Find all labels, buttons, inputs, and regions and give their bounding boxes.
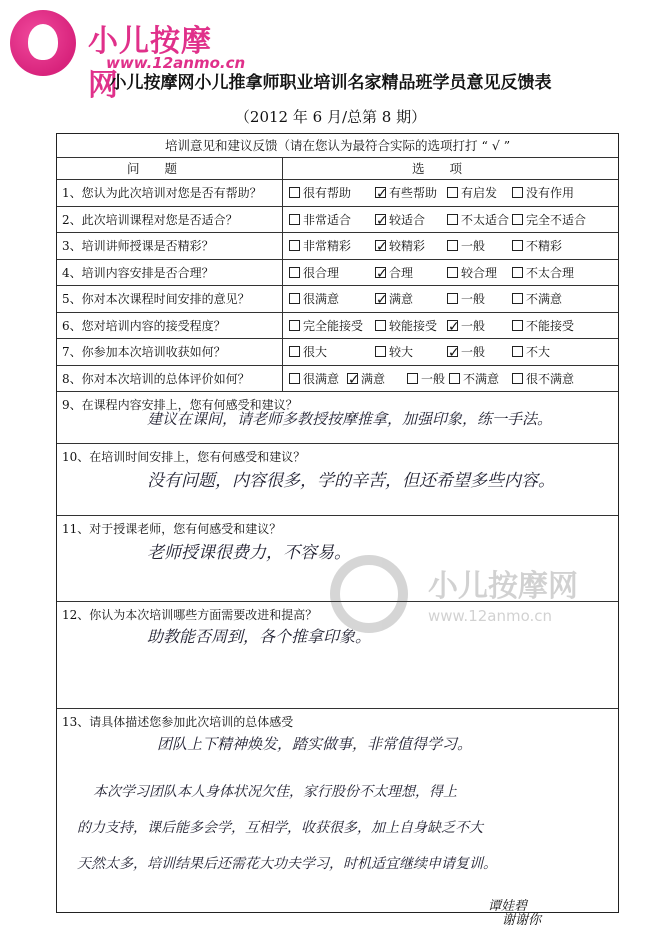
option-choice[interactable]	[375, 180, 437, 206]
option-label: 有启发	[461, 186, 498, 200]
signature-line-1: 谭娃碧	[488, 899, 528, 914]
option-label: 不精彩	[526, 239, 563, 253]
option-label: 完全不适合	[526, 212, 587, 227]
question-row	[57, 233, 618, 260]
checkbox-icon[interactable]	[512, 267, 523, 278]
question-text: 1、您认为此次培训对您是否有帮助？	[62, 186, 262, 200]
option-label: 较适合	[389, 212, 426, 227]
checkbox-icon[interactable]	[447, 240, 458, 251]
logo-url: www.12anmo.cn	[106, 54, 246, 72]
option-label: 很不满意	[526, 371, 575, 386]
option-choice[interactable]	[512, 366, 574, 392]
checkbox-icon[interactable]	[512, 346, 523, 357]
option-choice[interactable]	[375, 286, 413, 312]
question-text: 4、培训内容安排是否合理？	[62, 265, 214, 280]
question-text: 6、您对培训内容的接受程度？	[62, 318, 226, 333]
option-label: 不大	[526, 345, 551, 359]
checked-checkbox-icon[interactable]	[447, 320, 458, 331]
checked-checkbox-icon[interactable]	[375, 214, 386, 225]
option-choice[interactable]	[289, 180, 351, 206]
option-label: 一般	[461, 345, 486, 359]
option-choice[interactable]	[512, 286, 562, 312]
option-choice[interactable]	[449, 366, 499, 392]
option-choice[interactable]	[447, 313, 485, 339]
watermark-ring-icon	[330, 555, 408, 633]
option-label: 非常适合	[303, 212, 352, 227]
question-row	[57, 180, 618, 207]
option-label: 不能接受	[526, 318, 575, 333]
option-label: 很有帮助	[303, 186, 352, 200]
checkbox-icon[interactable]	[289, 214, 300, 225]
form-column-headers	[57, 158, 618, 180]
handwritten-answer: 没有问题，内容很多，学的辛苦，但还希望多些内容。	[147, 471, 555, 491]
option-label: 一般	[461, 239, 486, 253]
checkbox-icon[interactable]	[512, 373, 523, 384]
question-text: 8、你对本次培训的总体评价如何？	[62, 371, 250, 386]
checkbox-icon[interactable]	[289, 293, 300, 304]
option-label: 满意	[389, 292, 414, 306]
open-question-row	[57, 392, 618, 444]
question-row	[57, 260, 618, 287]
option-label: 较合理	[461, 265, 498, 280]
watermark-url: www.12anmo.cn	[428, 607, 553, 625]
option-choice[interactable]	[512, 313, 574, 339]
checkbox-icon[interactable]	[375, 320, 386, 331]
option-choice[interactable]	[375, 260, 413, 286]
open-question-text: 11、对于授课老师，您有何感受和建议？	[62, 522, 282, 536]
checked-checkbox-icon[interactable]	[375, 240, 386, 251]
handwritten-answer-line: 天然太多，培训结果后还需花大功夫学习，时机适宜继续申请复训。	[77, 856, 497, 872]
handwritten-answer: 老师授课很费力，不容易。	[147, 543, 351, 563]
option-label: 很满意	[303, 371, 340, 386]
option-label: 没有作用	[526, 186, 575, 200]
option-label: 一般	[461, 318, 486, 333]
checkbox-icon[interactable]	[447, 214, 458, 225]
option-label: 不太适合	[461, 212, 510, 227]
checkbox-icon[interactable]	[289, 373, 300, 384]
option-choice[interactable]	[512, 233, 562, 259]
option-choice[interactable]	[289, 339, 327, 365]
open-question-text: 13、请具体描述您参加此次培训的总体感受	[62, 715, 294, 729]
option-label: 完全能接受	[303, 318, 364, 333]
option-label: 不太合理	[526, 265, 575, 280]
option-choice[interactable]	[347, 366, 385, 392]
signature-line-2: 谢谢你	[502, 913, 542, 928]
form-instruction: 培训意见和建议反馈（请在您认为最符合实际的选项打打 “ √ ”	[57, 134, 618, 158]
checkbox-icon[interactable]	[447, 267, 458, 278]
option-label: 有些帮助	[389, 186, 438, 200]
option-choice[interactable]	[447, 286, 485, 312]
option-choice[interactable]	[289, 207, 351, 233]
checkbox-icon[interactable]	[449, 373, 460, 384]
question-row	[57, 286, 618, 313]
signature	[488, 900, 541, 928]
watermark-brand: 小儿按摩网	[428, 569, 578, 604]
open-question-row	[57, 709, 618, 914]
option-label: 较大	[389, 345, 414, 359]
checked-checkbox-icon[interactable]	[375, 187, 386, 198]
option-choice[interactable]	[512, 260, 574, 286]
option-choice[interactable]	[447, 180, 497, 206]
open-question-text: 9、在课程内容安排上，您有何感受和建议？	[62, 398, 298, 412]
option-choice[interactable]	[289, 233, 351, 259]
page-title: 小儿按摩网小儿推拿师职业培训名家精品班学员意见反馈表	[109, 73, 552, 93]
open-question-text: 10、在培训时间安排上，您有何感受和建议？	[62, 450, 306, 464]
option-choice[interactable]	[407, 366, 445, 392]
checkbox-icon[interactable]	[447, 187, 458, 198]
option-choice[interactable]	[447, 260, 497, 286]
option-choice[interactable]	[375, 313, 437, 339]
checkbox-icon[interactable]	[512, 293, 523, 304]
checked-checkbox-icon[interactable]	[375, 267, 386, 278]
checkbox-icon[interactable]	[375, 346, 386, 357]
checkbox-icon[interactable]	[447, 293, 458, 304]
option-label: 很满意	[303, 292, 340, 306]
option-choice[interactable]	[512, 339, 550, 365]
option-choice[interactable]	[289, 260, 339, 286]
question-row	[57, 366, 618, 393]
option-label: 较精彩	[389, 239, 426, 253]
option-choice[interactable]	[512, 180, 574, 206]
option-label: 很合理	[303, 265, 340, 280]
option-choice[interactable]	[447, 339, 485, 365]
question-row	[57, 207, 618, 234]
checkbox-icon[interactable]	[512, 320, 523, 331]
option-label: 很大	[303, 345, 328, 359]
open-question-row	[57, 444, 618, 516]
checkbox-icon[interactable]	[512, 214, 523, 225]
question-row	[57, 313, 618, 340]
question-text: 5、你对本次课程时间安排的意见？	[62, 292, 250, 306]
handwritten-answer: 建议在课间，请老师多教授按摩推拿，加强印象，练一手法。	[147, 410, 553, 428]
checkbox-icon[interactable]	[289, 187, 300, 198]
option-choice[interactable]	[289, 286, 339, 312]
option-label: 较能接受	[389, 318, 438, 333]
option-label: 不满意	[463, 371, 500, 386]
question-text: 7、你参加本次培训收获如何？	[62, 345, 226, 359]
handwritten-answer: 团队上下精神焕发，踏实做事，非常值得学习。	[157, 735, 473, 753]
question-text: 2、此次培训课程对您是否适合？	[62, 212, 238, 227]
checked-checkbox-icon[interactable]	[375, 293, 386, 304]
option-choice[interactable]	[375, 207, 425, 233]
checked-checkbox-icon[interactable]	[347, 373, 358, 384]
checkbox-icon[interactable]	[512, 187, 523, 198]
logo-mark-icon	[10, 10, 76, 76]
feedback-form	[56, 133, 619, 913]
option-choice[interactable]	[289, 313, 363, 339]
handwritten-answer-line: 的力支持，课后能多会学，互相学，收获很多，加上自身缺乏不大	[77, 820, 483, 836]
handwritten-answer: 助教能否周到，各个推拿印象。	[147, 627, 372, 646]
option-choice[interactable]	[512, 207, 586, 233]
option-label: 非常精彩	[303, 239, 352, 253]
handwritten-answer-line: 本次学习团队本人身体状况欠佳，家行股份不太理想，得上	[93, 784, 457, 800]
option-choice[interactable]	[375, 233, 425, 259]
checkbox-icon[interactable]	[289, 240, 300, 251]
option-choice[interactable]	[447, 233, 485, 259]
checkbox-icon[interactable]	[289, 320, 300, 331]
option-choice[interactable]	[447, 207, 509, 233]
page-subtitle: （2012 年 6 月/总第 8 期）	[234, 108, 427, 126]
option-label: 一般	[461, 292, 486, 306]
column-question: 问 题	[127, 161, 178, 176]
question-text: 3、培训讲师授课是否精彩？	[62, 239, 214, 253]
option-label: 一般	[421, 371, 446, 386]
option-choice[interactable]	[375, 339, 413, 365]
option-choice[interactable]	[289, 366, 339, 392]
checked-checkbox-icon[interactable]	[447, 346, 458, 357]
watermark-logo	[330, 555, 630, 655]
column-divider	[282, 158, 283, 392]
option-label: 满意	[361, 371, 386, 386]
checkbox-icon[interactable]	[289, 267, 300, 278]
logo-brand: 小儿按摩网	[88, 24, 212, 103]
checkbox-icon[interactable]	[289, 346, 300, 357]
checkbox-icon[interactable]	[512, 240, 523, 251]
column-options: 选 项	[412, 161, 463, 176]
question-row	[57, 339, 618, 366]
checkbox-icon[interactable]	[407, 373, 418, 384]
open-question-text: 12、你认为本次培训哪些方面需要改进和提高？	[62, 608, 318, 622]
option-label: 不满意	[526, 292, 563, 306]
option-label: 合理	[389, 265, 414, 280]
